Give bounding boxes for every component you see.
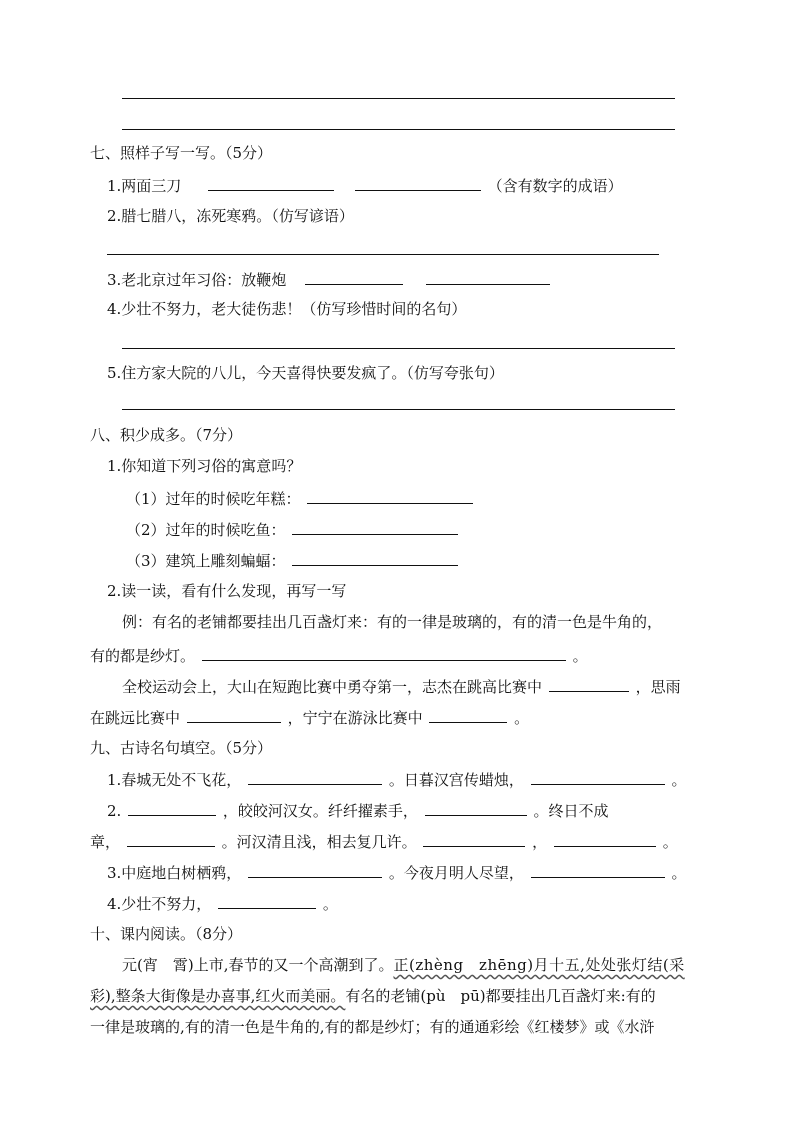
q9-1 [107,770,686,789]
answer-blank[interactable] [531,770,665,785]
reading-line-2 [90,987,656,1005]
answer-line[interactable] [122,129,675,130]
answer-blank[interactable] [128,801,216,816]
reading-line-2-b: 有名的老铺(pù pū)都要挂出几百盏灯来:有的 [345,987,656,1005]
q9-2-line2 [90,832,678,851]
section-9-title: 九、古诗名句填空。（5分） [90,739,273,757]
section-7-title: 七、照样子写一写。（5分） [90,144,273,162]
answer-blank[interactable] [208,176,334,191]
q8-2-para-mid: ，思雨 [635,678,681,696]
answer-line[interactable] [107,254,659,255]
q8-1-c-label: （3）建筑上雕刻蝙蝠： [126,552,286,570]
answer-line[interactable] [122,98,675,99]
reading-line-3: 一律是玻璃的,有的清一色是牛角的,有的都是纱灯；有的通通彩绘《红楼梦》或《水浒 [90,1018,655,1036]
answer-blank[interactable] [307,489,473,504]
q9-1-prefix: 1.春城无处不飞花， [107,771,242,789]
period: 。 [514,709,530,727]
q9-2-l2-mid: 。河汉清且浅，相去复几许。 [221,833,417,851]
q8-2-example: 例：有名的老铺都要挂出几百盏灯来：有的一律是玻璃的，有的清一色是牛角的， [122,613,663,631]
comma: ， [532,833,548,851]
q9-3-mid: 。今夜月明人尽望， [388,864,524,882]
q7-3 [107,270,552,289]
q8-2-paragraph-line2 [90,708,529,727]
answer-blank[interactable] [202,646,566,661]
reading-line-1 [122,956,685,974]
answer-blank[interactable] [292,551,458,566]
q9-4-prefix: 4.少壮不努力， [107,895,212,913]
answer-blank[interactable] [127,832,215,847]
answer-blank[interactable] [292,520,458,535]
answer-blank[interactable] [248,863,382,878]
q7-4: 4.少壮不努力，老大徒伤悲！（仿写珍惜时间的名句） [107,300,467,318]
q8-2-example-prefix: 有的都是纱灯。 [90,647,196,665]
q7-2: 2.腊七腊八，冻死寒鸦。（仿写谚语） [107,207,354,225]
answer-line[interactable] [122,348,675,349]
answer-blank[interactable] [187,708,281,723]
answer-blank[interactable] [549,677,629,692]
q8-1: 1.你知道下列习俗的寓意吗？ [107,457,302,475]
q8-2-example-line2 [90,646,588,665]
answer-line[interactable] [122,409,675,410]
q8-2-para-l2-prefix: 在跳远比赛中 [90,709,181,727]
answer-blank[interactable] [429,708,507,723]
period: 。 [662,833,678,851]
answer-blank[interactable] [305,270,403,285]
answer-blank[interactable] [531,863,665,878]
q8-1-c [126,551,460,570]
q7-5: 5.住方家大院的八儿，今天喜得快要发疯了。（仿写夸张句） [107,364,504,382]
answer-blank[interactable] [248,770,382,785]
period: 。 [671,864,687,882]
q7-3-prefix: 3.老北京过年习俗：放鞭炮 [107,271,287,289]
q7-1 [107,176,623,195]
period: 。 [322,895,338,913]
q9-3 [107,863,686,882]
q7-1-prefix: 1.两面三刀 [107,177,182,195]
q9-3-prefix: 3.中庭地白树栖鸦， [107,864,242,882]
q9-2-mid: ，皎皎河汉女。纤纤擢素手， [222,802,418,820]
period: 。 [671,771,687,789]
answer-blank[interactable] [425,801,527,816]
reading-line-1-b: 正(zhèng zhēng)月十五,处处张灯结(采 [393,956,685,974]
section-8-title: 八、积少成多。（7分） [90,426,243,444]
q9-2-prefix: 2. [107,802,122,820]
q8-2: 2.读一读，看有什么发现，再写一写 [107,582,347,600]
q8-2-paragraph [122,677,681,696]
q8-2-para-prefix: 全校运动会上，大山在短跑比赛中勇夺第一，志杰在跳高比赛中 [122,678,543,696]
section-10-title: 十、课内阅读。（8分） [90,925,243,943]
q8-1-b [126,520,460,539]
q7-1-suffix: （含有数字的成语） [487,177,623,195]
reading-line-2-a: 彩),整条大街像是办喜事,红火而美丽。 [90,987,346,1005]
q9-2 [107,801,608,820]
q9-2-suffix: 。终日不成 [533,802,609,820]
period: 。 [572,647,588,665]
reading-line-1-a: 元(宵 霄)上市,春节的又一个高潮到了。 [122,956,394,974]
q9-1-mid: 。日暮汉宫传蜡烛， [388,771,524,789]
answer-blank[interactable] [423,832,525,847]
q8-1-b-label: （2）过年的时候吃鱼： [126,521,286,539]
answer-blank[interactable] [554,832,656,847]
answer-blank[interactable] [426,270,550,285]
answer-blank[interactable] [218,894,316,909]
answer-blank[interactable] [355,176,481,191]
q9-2-l2-prefix: 章， [90,833,121,851]
q9-4 [107,894,338,913]
q8-1-a [126,489,475,508]
q8-2-para-l2-mid: ，宁宁在游泳比赛中 [287,709,423,727]
q8-1-a-label: （1）过年的时候吃年糕： [126,490,301,508]
